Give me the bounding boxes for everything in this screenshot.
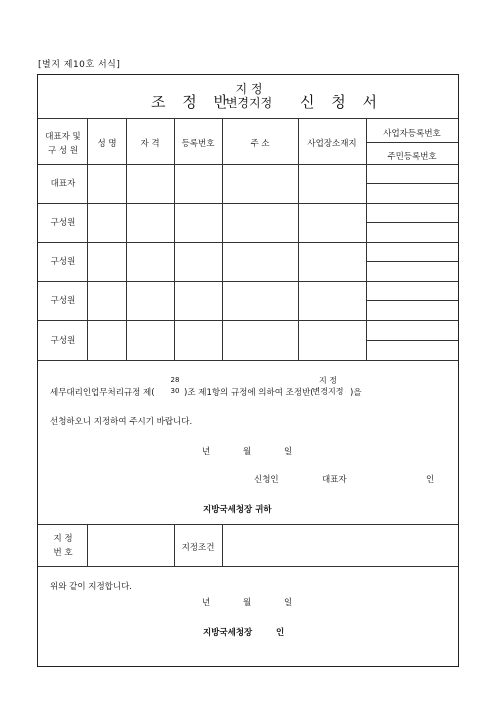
date-day: 일 <box>284 447 293 457</box>
designation-conditions-label: 지정조건 <box>181 543 215 553</box>
divider <box>87 524 88 566</box>
applicant-rep: 대표자 <box>322 475 347 485</box>
header-role: 대표자 및 구 성 원 <box>45 132 81 156</box>
divider <box>174 524 175 566</box>
application-form <box>37 74 459 667</box>
designation-number-label: 지 정 번 호 <box>53 534 73 558</box>
divider <box>366 300 458 301</box>
divider <box>38 281 458 282</box>
applicant-seal: 인 <box>426 475 435 485</box>
approval-text: 위와 같이 지정합니다. <box>50 582 133 592</box>
recipient: 지방국세청장 귀하 <box>203 505 272 515</box>
approval-month: 월 <box>243 598 252 608</box>
article-stack: 28 30 <box>170 376 180 395</box>
divider <box>38 360 458 361</box>
statement-line2: 선청하오니 지정하여 주시기 바랍니다. <box>50 417 193 427</box>
row-label: 구성원 <box>50 296 76 306</box>
divider <box>366 118 367 360</box>
title-change-designate: 변경지정 <box>225 96 273 110</box>
divider <box>38 320 458 321</box>
divider <box>222 118 223 360</box>
divider <box>366 340 458 341</box>
divider <box>38 524 458 525</box>
divider <box>174 118 175 360</box>
divider <box>38 164 458 165</box>
row-label: 구성원 <box>50 336 76 346</box>
approval-day: 일 <box>284 598 293 608</box>
divider <box>366 183 458 184</box>
row-label: 대표자 <box>50 179 76 189</box>
header-biz-reg: 사업자등록번호 <box>383 129 441 139</box>
statement-part2: )조 제1항의 규정에 의하여 조정반( <box>184 388 314 398</box>
approval-seal: 인 <box>276 628 285 638</box>
divider <box>366 261 458 262</box>
divider <box>366 222 458 223</box>
form-label: [별지 제10호 서식] <box>38 60 121 70</box>
header-workplace: 사업장소재지 <box>307 139 357 149</box>
divider <box>126 118 127 360</box>
title-right: 신 청 서 <box>300 93 384 111</box>
divider <box>298 118 299 360</box>
row-label: 구성원 <box>50 257 76 267</box>
title-stack <box>226 82 272 110</box>
header-resident-reg: 주민등록번호 <box>387 152 437 162</box>
divider <box>366 142 458 143</box>
approval-signer: 지방국세청장 <box>203 628 253 638</box>
date-month: 월 <box>243 447 252 457</box>
divider <box>87 118 88 360</box>
divider <box>38 203 458 204</box>
header-registration: 등록번호 <box>181 139 215 149</box>
header-qualification: 자 격 <box>140 139 160 149</box>
header-name: 성 명 <box>97 139 117 149</box>
row-label: 구성원 <box>50 218 76 228</box>
statement-part3: )을 <box>350 388 362 398</box>
divider <box>222 524 223 566</box>
header-address: 주 소 <box>250 139 270 149</box>
date-year: 년 <box>202 447 211 457</box>
statement-part1: 세무대리인업무처리규정 제( <box>50 388 155 398</box>
divider <box>38 566 458 567</box>
approval-year: 년 <box>202 598 211 608</box>
divider <box>38 242 458 243</box>
kind-stack: 지 정 변경지정 <box>312 376 344 396</box>
title-left: 조 정 반 <box>151 93 235 111</box>
divider <box>38 118 458 119</box>
applicant-label: 신청인 <box>254 475 279 485</box>
title-designate: 지 정 <box>235 82 263 96</box>
